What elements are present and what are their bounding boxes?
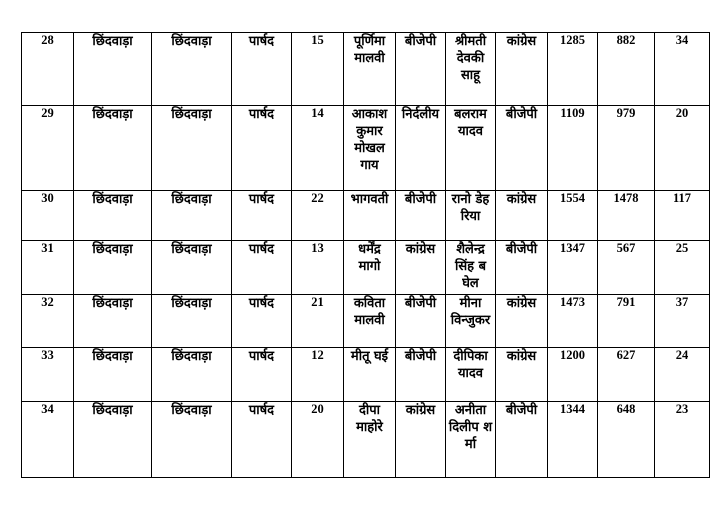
- margin-cell: 34: [655, 33, 710, 106]
- serial-number-cell: 29: [22, 106, 74, 191]
- district-cell: छिंदवाड़ा: [74, 33, 152, 106]
- runner-up-name-cell: श्रीमती देवकी साहू: [446, 33, 496, 106]
- ward-number-cell: 14: [292, 106, 344, 191]
- winner-party-cell: बीजेपी: [396, 191, 446, 241]
- winner-votes-cell: 1109: [548, 106, 598, 191]
- local-body-cell: छिंदवाड़ा: [152, 241, 232, 295]
- winner-party-cell: कांग्रेस: [396, 402, 446, 478]
- winner-name-cell: मीतू घई: [344, 348, 396, 402]
- runner-up-name-cell: दीपिका यादव: [446, 348, 496, 402]
- winner-votes-cell: 1554: [548, 191, 598, 241]
- post-cell: पार्षद: [232, 33, 292, 106]
- margin-cell: 24: [655, 348, 710, 402]
- winner-votes-cell: 1200: [548, 348, 598, 402]
- table-row: [22, 241, 710, 295]
- post-cell: पार्षद: [232, 241, 292, 295]
- post-cell: पार्षद: [232, 295, 292, 348]
- runner-up-party-cell: बीजेपी: [496, 241, 548, 295]
- margin-cell: 20: [655, 106, 710, 191]
- table-body: [22, 33, 710, 478]
- local-body-cell: छिंदवाड़ा: [152, 106, 232, 191]
- post-cell: पार्षद: [232, 402, 292, 478]
- runner-up-votes-cell: 1478: [598, 191, 655, 241]
- results-table: [21, 32, 710, 478]
- runner-up-votes-cell: 882: [598, 33, 655, 106]
- runner-up-party-cell: कांग्रेस: [496, 295, 548, 348]
- runner-up-party-cell: कांग्रेस: [496, 348, 548, 402]
- runner-up-party-cell: कांग्रेस: [496, 191, 548, 241]
- winner-votes-cell: 1285: [548, 33, 598, 106]
- winner-party-cell: बीजेपी: [396, 348, 446, 402]
- margin-cell: 25: [655, 241, 710, 295]
- runner-up-name-cell: मीना विन्जुकर: [446, 295, 496, 348]
- winner-party-cell: निर्दलीय: [396, 106, 446, 191]
- winner-name-cell: कविता मालवी: [344, 295, 396, 348]
- serial-number-cell: 33: [22, 348, 74, 402]
- ward-number-cell: 15: [292, 33, 344, 106]
- local-body-cell: छिंदवाड़ा: [152, 348, 232, 402]
- winner-party-cell: बीजेपी: [396, 33, 446, 106]
- serial-number-cell: 34: [22, 402, 74, 478]
- district-cell: छिंदवाड़ा: [74, 295, 152, 348]
- runner-up-party-cell: बीजेपी: [496, 402, 548, 478]
- winner-votes-cell: 1347: [548, 241, 598, 295]
- ward-number-cell: 12: [292, 348, 344, 402]
- runner-up-party-cell: बीजेपी: [496, 106, 548, 191]
- table-row: [22, 295, 710, 348]
- local-body-cell: छिंदवाड़ा: [152, 33, 232, 106]
- local-body-cell: छिंदवाड़ा: [152, 191, 232, 241]
- winner-votes-cell: 1344: [548, 402, 598, 478]
- ward-number-cell: 22: [292, 191, 344, 241]
- local-body-cell: छिंदवाड़ा: [152, 295, 232, 348]
- table-row: [22, 348, 710, 402]
- winner-party-cell: कांग्रेस: [396, 241, 446, 295]
- district-cell: छिंदवाड़ा: [74, 106, 152, 191]
- ward-number-cell: 13: [292, 241, 344, 295]
- runner-up-name-cell: रानो डेहरिया: [446, 191, 496, 241]
- winner-name-cell: पूर्णिमा मालवी: [344, 33, 396, 106]
- runner-up-votes-cell: 791: [598, 295, 655, 348]
- winner-party-cell: बीजेपी: [396, 295, 446, 348]
- post-cell: पार्षद: [232, 191, 292, 241]
- runner-up-votes-cell: 979: [598, 106, 655, 191]
- table-row: [22, 191, 710, 241]
- margin-cell: 23: [655, 402, 710, 478]
- margin-cell: 117: [655, 191, 710, 241]
- district-cell: छिंदवाड़ा: [74, 402, 152, 478]
- winner-name-cell: धर्मेंद्र मागो: [344, 241, 396, 295]
- margin-cell: 37: [655, 295, 710, 348]
- table-row: [22, 106, 710, 191]
- district-cell: छिंदवाड़ा: [74, 348, 152, 402]
- serial-number-cell: 28: [22, 33, 74, 106]
- runner-up-name-cell: अनीता दिलीप शर्मा: [446, 402, 496, 478]
- table-row: [22, 402, 710, 478]
- runner-up-party-cell: कांग्रेस: [496, 33, 548, 106]
- winner-name-cell: आकाश कुमार मोखल गाय: [344, 106, 396, 191]
- post-cell: पार्षद: [232, 348, 292, 402]
- runner-up-votes-cell: 567: [598, 241, 655, 295]
- runner-up-name-cell: शैलेन्द्र सिंह बघेल: [446, 241, 496, 295]
- serial-number-cell: 32: [22, 295, 74, 348]
- district-cell: छिंदवाड़ा: [74, 241, 152, 295]
- serial-number-cell: 31: [22, 241, 74, 295]
- ward-number-cell: 21: [292, 295, 344, 348]
- serial-number-cell: 30: [22, 191, 74, 241]
- runner-up-votes-cell: 627: [598, 348, 655, 402]
- runner-up-name-cell: बलराम यादव: [446, 106, 496, 191]
- post-cell: पार्षद: [232, 106, 292, 191]
- runner-up-votes-cell: 648: [598, 402, 655, 478]
- winner-votes-cell: 1473: [548, 295, 598, 348]
- district-cell: छिंदवाड़ा: [74, 191, 152, 241]
- local-body-cell: छिंदवाड़ा: [152, 402, 232, 478]
- winner-name-cell: दीपा माहोरे: [344, 402, 396, 478]
- table-row: [22, 33, 710, 106]
- winner-name-cell: भागवती: [344, 191, 396, 241]
- ward-number-cell: 20: [292, 402, 344, 478]
